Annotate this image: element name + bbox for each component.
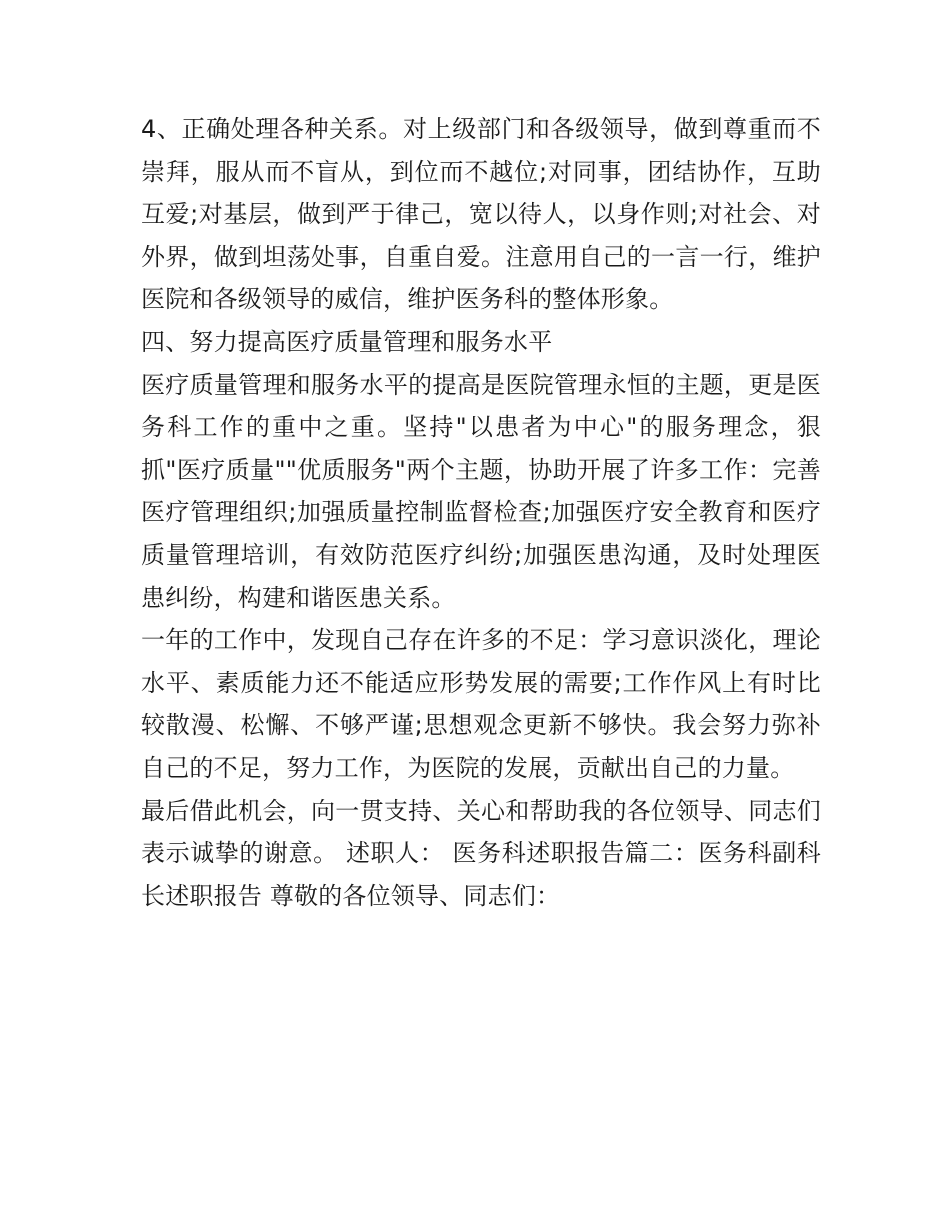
paragraph-shortcomings: 一年的工作中，发现自己存在许多的不足：学习意识淡化，理论水平、素质能力还不能适应形势发展的需要;工作作风上有时比较散漫、松懈、不够严谨;思想观念更新不够快。我会努力弥补自己的不足，努力工作，为医院的发展，贡献出自己的力量。 — [141, 626, 821, 782]
document-page — [141, 108, 821, 917]
paragraph-quality-management: 医疗质量管理和服务水平的提高是医院管理永恒的主题，更是医务科工作的重中之重。坚持"以患者为中心"的服务理念，狠抓"医疗质量""优质服务"两个主题，协助开展了许多工作：完善医疗管理组织;加强质量控制监督检查;加强医疗安全教育和医疗质量管理培训，有效防范医疗纠纷;加强医患沟通，及时处理医患纠纷，构建和谐医患关系。 — [141, 370, 821, 612]
paragraph-relations: 4、正确处理各种关系。对上级部门和各级领导，做到尊重而不崇拜，服从而不盲从，到位而不越位;对同事，团结协作，互助互爱;对基层，做到严于律己，宽以待人，以身作则;对社会、对外界，做到坦荡处事，自重自爱。注意用自己的一言一行，维护医院和各级领导的威信，维护医务科的整体形象。 — [141, 115, 821, 314]
section-heading-quality: 四、努力提高医疗质量管理和服务水平 — [141, 327, 553, 356]
paragraph-closing: 最后借此机会，向一贯支持、关心和帮助我的各位领导、同志们表示诚挚的谢意。 述职人： 医务科述职报告篇二：医务科副科长述职报告 尊敬的各位领导、同志们： — [141, 796, 821, 910]
